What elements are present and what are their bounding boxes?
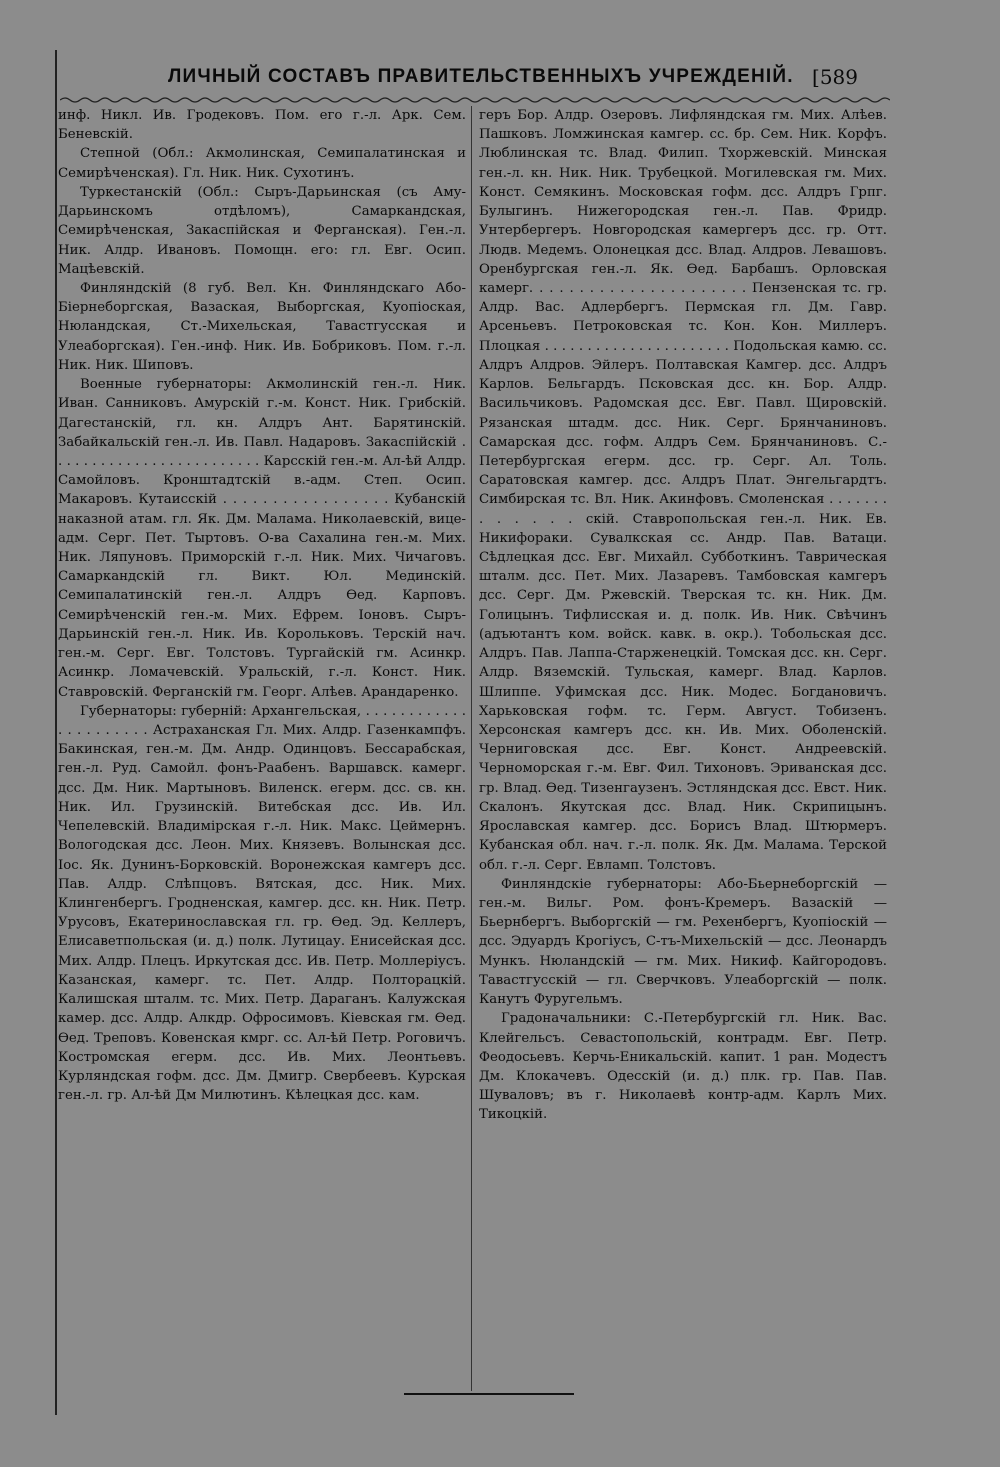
left-column	[58, 106, 466, 1105]
running-header	[50, 62, 950, 106]
paragraph: Степной (Обл.: Акмолинская, Семипалатинская и Семирѣченская). Гл. Ник. Ник. Сухотинъ.	[58, 146, 466, 181]
header-wavy-rule	[60, 96, 890, 104]
page-number: [589	[812, 65, 858, 89]
paragraph: Финляндскіе губернаторы: Або-Бьернеборгскій — ген.-м. Вильг. Ром. фонъ-Кремеръ. Вазаскій — Бьернбергъ. Выборгскій — гм. Рехенбергъ, Куопіоскій — дсс. Эдуардъ Крогіусъ, С-тъ-Михельскій — дсс. Леонардъ Мункъ. Нюландскій — гм. Мих. Никиф. Кайгородовъ. Тавастгусскій — гл. Сверчковъ. Улеаборгскій — полк. Канутъ Фуругельмъ.	[479, 876, 887, 1008]
paragraph: Финляндскій (8 губ. Вел. Кн. Финляндскаго Або-Біернеборгская, Вазаская, Выборгская, Куопіоская, Нюландская, Ст.-Михельская, Тавастгусская и Улеаборгская). Ген.-инф. Ник. Ив. Бобриковъ. Пом. г.-л. Ник. Ник. Шиповъ.	[58, 280, 466, 373]
paragraph: Туркестанскій (Обл.: Сыръ-Дарьинская (съ Аму-Дарьинскомъ отдѣломъ), Самаркандская, Семирѣченская, Закаспійская и Ферганская). Ген.-л. Ник. Алдр. Ивановъ. Помощн. его: гл. Евг. Осип. Мацѣевскій.	[58, 184, 466, 277]
column-divider	[471, 106, 472, 1391]
paragraph: геръ Бор. Алдр. Озеровъ. Лифляндская гм. Мих. Алѣев. Пашковъ. Ломжинская камгер. сс. бр. Сем. Ник. Корфъ. Люблинская тс. Влад. Филип. Тхоржевскій. Минская ген.-л. кн. Ник. Ник. Трубецкой. Могилевская гм. Мих. Конст. Семякинъ. Московская гофм. дсс. Алдръ Грпг. Булыгинъ. Нижегородская ген.-л. Пав. Фридр. Унтербергеръ. Новгородская камергеръ дсс. гр. Отт. Людв. Медемъ. Олонецкая дсс. Влад. Алдров. Левашовъ. Оренбургская ген.-л. Як. Ѳед. Барбашъ. Орловская камерг. . . . . . . . . . . . . . . . . . . . . . Пензенская тс. гр. Алдр. Вас. Адлербергъ. Пермская гл. Дм. Гавр. Арсеньевъ. Петроковская тс. Кон. Кон. Миллеръ. Плоцкая . . . . . . . . . . . . . . . . . . . . . . Подольская камю. сс. Алдръ Алдров. Эйлеръ. Полтавская Камгер. дсс. Алдръ Карлов. Бельгардъ. Псковская дсс. кн. Бор. Алдр. Васильчиковъ. Радомская дсс. Евг. Павл. Щировскій. Рязанская штадм. дсс. Ник. Серг. Брянчаниновъ. Самарская дсс. гофм. Алдръ Сем. Брянчаниновъ. С.-Петербургская егерм. дсс. гр. Серг. Ал. Толь. Саратовская камгер. дсс. Алдръ Плат. Энгельгардтъ. Симбирская тс. Вл. Ник. Акинфовъ. Смоленская . . . . . . . . . . . . . скій. Ставропольская ген.-л. Ник. Ев. Никифораки. Сувалкская сс. Андр. Пав. Ватаци. Сѣдлецкая дсс. Евг. Михайл. Субботкинъ. Таврическая шталм. дсс. Пет. Мих. Лазаревъ. Тамбовская камгеръ дсс. Серг. Дм. Ржевскій. Тверская тс. кн. Ник. Дм. Голицынъ. Тифлисская и. д. полк. Ив. Ник. Свѣчинъ (адъютантъ ком. войск. кавк. в. окр.). Тобольская дсс. Алдръ. Пав. Лаппа-Старженецкій. Томская дсс. кн. Серг. Алдр. Вяземскій. Тульская, камерг. Влад. Карлов. Шлиппе. Уфимская дсс. Ник. Модес. Богдановичъ. Харьковская гофм. тс. Герм. Август. Тобизенъ. Херсонская камгеръ дсс. кн. Ив. Мих. Оболенскій. Черниговская дсс. Евг. Конст. Андреевскій. Черноморская г.-м. Евг. Фил. Тихоновъ. Эриванская дсс. гр. Влад. Ѳед. Тизенгаузенъ. Эстляндская дсс. Евст. Ник. Скалонъ. Якутская дсс. Влад. Ник. Скрипицынъ. Ярославская камгер. дсс. Борисъ Влад. Штюрмеръ. Кубанская обл. нач. г.-л. полк. Як. Дм. Малама. Терской обл. г.-л. Серг. Евламп. Толстовъ.	[479, 108, 887, 873]
paragraph: инф. Никл. Ив. Гродековъ. Пом. его г.-л. Арк. Сем. Беневскій.	[58, 108, 466, 143]
right-column	[479, 106, 887, 1125]
page-title: ЛИЧНЫЙ СОСТАВЪ ПРАВИТЕЛЬСТВЕННЫХЪ УЧРЕЖДЕНІЙ.	[168, 66, 794, 87]
paragraph: Градоначальники: С.-Петербургскій гл. Ник. Вас. Клейгельсъ. Севастопольскій, контрадм. Евг. Петр. Феодосьевъ. Керчь-Еникальскій. капит. 1 ран. Модестъ Дм. Клокачевъ. Одесскій (и. д.) плк. гр. Пав. Пав. Шуваловъ; въ г. Николаевѣ контр-адм. Карлъ Мих. Тикоцкій.	[479, 1011, 887, 1123]
document-page	[50, 50, 950, 1415]
left-margin-rule	[55, 50, 57, 1415]
paragraph: Военные губернаторы: Акмолинскій ген.-л. Ник. Иван. Санниковъ. Амурскій г.-м. Конст. Ник. Грибскій. Дагестанскій, гл. кн. Алдръ Ант. Барятинскій. Забайкальскій ген.-л. Ив. Павл. Надаровъ. Закаспійскій . . . . . . . . . . . . . . . . . . . . . . . . . Карсскій ген.-м. Ал-ѣй Алдр. Самойловъ. Кронштадтскій в.-адм. Степ. Осип. Макаровъ. Кутаисскій . . . . . . . . . . . . . . . . . Кубанскій наказной атам. гл. Як. Дм. Малама. Николаевскій, вице-адм. Серг. Пет. Тыртовъ. О-ва Сахалина ген.-м. Мих. Ник. Ляпуновъ. Приморскій г.-л. Ник. Мих. Чичаговъ. Самаркандскій гл. Викт. Юл. Мединскій. Семипалатинскій ген.-л. Алдръ Ѳед. Карповъ. Семирѣченскій ген.-м. Мих. Ефрем. Іоновъ. Сыръ-Дарьинскій ген.-л. Ник. Ив. Корольковъ. Терскій нач. ген.-м. Серг. Евг. Толстовъ. Тургайскій гм. Асинкр. Асинкр. Ломачевскій. Уральскій, г.-л. Конст. Ник. Ставровскій. Ферганскій гм. Георг. Алѣев. Арандаренко.	[58, 377, 466, 700]
paragraph: Губернаторы: губерній: Архангельская, . . . . . . . . . . . . . . . . . . . . . . Астраханская Гл. Мих. Алдр. Газенкампфъ. Бакинская, ген.-м. Дм. Андр. Одинцовъ. Бессарабская, ген.-л. Руд. Самойл. фонъ-Раабенъ. Варшавск. камерг. дсс. Дм. Ник. Мартыновъ. Виленск. егерм. дсс. св. кн. Ник. Ил. Грузинскій. Витебская дсс. Ив. Ил. Чепелевскій. Владимірская г.-л. Ник. Макс. Цеймернъ. Вологодская дсс. Леон. Мих. Князевъ. Волынская дсс. Іос. Як. Дунинъ-Борковскій. Воронежская камгеръ дсс. Пав. Алдр. Слѣпцовъ. Вятская, дсс. Ник. Мих. Клингенбергъ. Гродненская, камгер. дсс. кн. Ник. Петр. Урусовъ, Екатеринославская гл. гр. Ѳед. Эд. Келлеръ, Елисаветпольская (и. д.) полк. Лутицау. Енисейская дсс. Мих. Алдр. Плецъ. Иркутская дсс. Ив. Петр. Моллеріусъ. Казанская, камерг. тс. Пет. Алдр. Полторацкій. Калишская шталм. тс. Мих. Петр. Дараганъ. Калужская камер. дсс. Алдр. Алкдр. Офросимовъ. Кіевская гм. Ѳед. Ѳед. Треповъ. Ковенская кмрг. сс. Ал-ѣй Петр. Роговичъ. Костромская егерм. дсс. Ив. Мих. Леонтьевъ. Курляндская гофм. дсс. Дм. Дмигр. Свербеевъ. Курская ген.-л. гр. Ал-ѣй Дм Милютинъ. Кѣлецкая дсс. кам.	[58, 703, 466, 1104]
end-rule	[404, 1393, 574, 1395]
